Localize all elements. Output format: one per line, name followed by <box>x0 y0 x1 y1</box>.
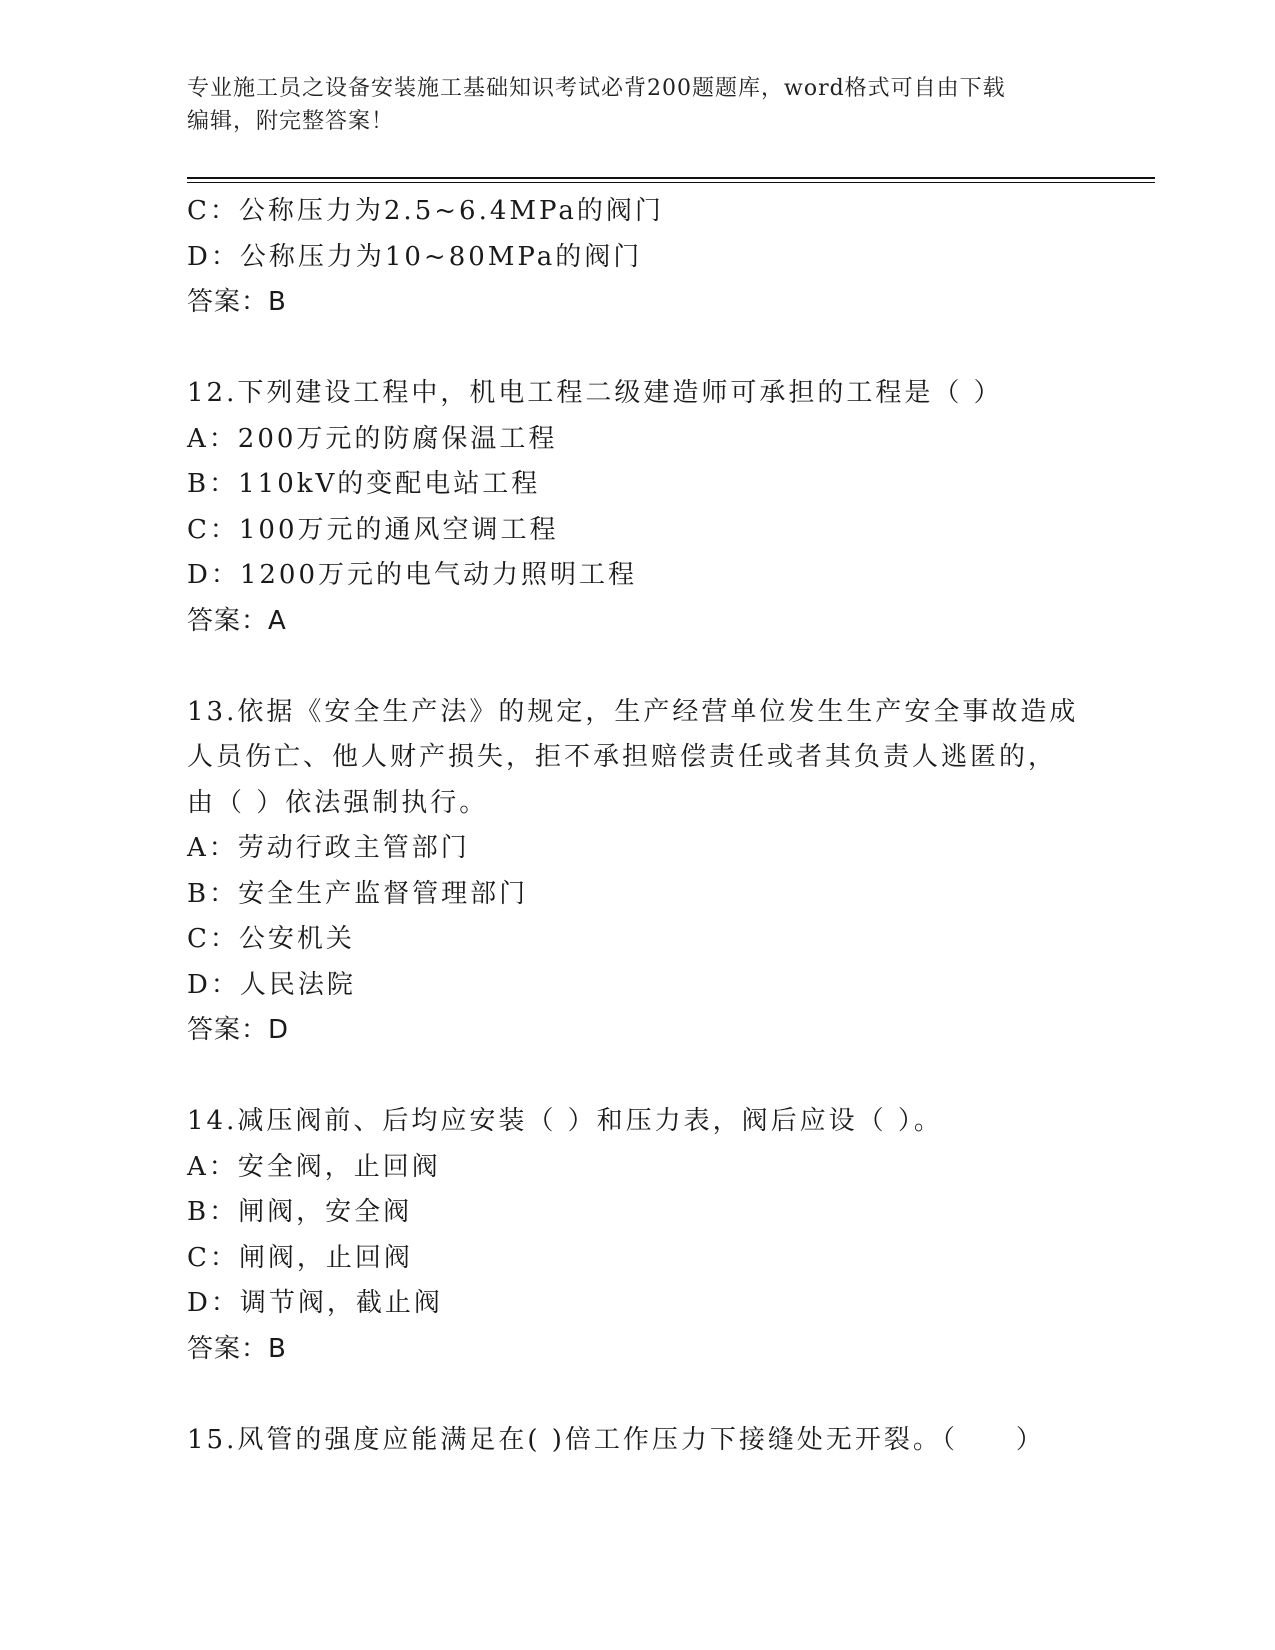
question-stem-line-3: 由（ ）依法强制执行。 <box>187 787 489 818</box>
page-header <box>187 72 1087 138</box>
header-line-2: 编辑，附完整答案！ <box>187 109 395 134</box>
option-d: D：调节阀，截止阀 <box>187 1288 443 1318</box>
option-b: B：闸阀，安全阀 <box>187 1197 413 1227</box>
option-c: C：公安机关 <box>187 924 355 954</box>
option-c: C：100万元的通风空调工程 <box>187 514 559 545</box>
question-stem-line-1: 13.依据《安全生产法》的规定，生产经营单位发生生产安全事故造成 <box>187 696 1079 727</box>
answer: 答案：D <box>187 1015 290 1045</box>
question-content <box>187 189 1087 1463</box>
spacer <box>187 326 1087 372</box>
header-line-1: 专业施工员之设备安装施工基础知识考试必背200题题库，word格式可自由下载 <box>187 76 1006 101</box>
answer: 答案：B <box>187 287 287 317</box>
spacer <box>187 1054 1087 1100</box>
header-divider-thin <box>187 182 1155 183</box>
option-c: C：闸阀，止回阀 <box>187 1242 413 1273</box>
option-d: D：1200万元的电气动力照明工程 <box>187 560 638 590</box>
question-stem: 14.减压阀前、后均应安装（ ）和压力表，阀后应设（ ）。 <box>187 1106 943 1136</box>
option-d: D：人民法院 <box>187 969 356 1000</box>
question-13 <box>187 690 1087 1054</box>
spacer <box>187 644 1087 690</box>
option-a: A：劳动行政主管部门 <box>187 833 470 863</box>
option-c: C：公称压力为2.5~6.4MPa的阀门 <box>187 196 664 226</box>
spacer <box>187 1372 1087 1418</box>
question-stem-line-2: 人员伤亡、他人财产损失，拒不承担赔偿责任或者其负责人逃匿的， <box>187 742 1058 772</box>
question-14 <box>187 1099 1087 1372</box>
option-d: D：公称压力为10~80MPa的阀门 <box>187 241 643 272</box>
question-11 <box>187 189 1087 326</box>
option-a: A：200万元的防腐保温工程 <box>187 423 558 454</box>
question-12 <box>187 371 1087 644</box>
option-b: B：安全生产监督管理部门 <box>187 878 529 909</box>
question-stem: 15.风管的强度应能满足在( )倍工作压力下接缝处无开裂。（ ） <box>187 1424 1045 1455</box>
option-b: B：110kV的变配电站工程 <box>187 469 541 499</box>
answer: 答案：B <box>187 1333 287 1364</box>
question-15 <box>187 1418 1087 1464</box>
header-divider-thick <box>187 177 1155 179</box>
question-stem: 12.下列建设工程中，机电工程二级建造师可承担的工程是（ ） <box>187 378 1003 408</box>
option-a: A：安全阀，止回阀 <box>187 1151 441 1182</box>
answer: 答案：A <box>187 605 287 636</box>
